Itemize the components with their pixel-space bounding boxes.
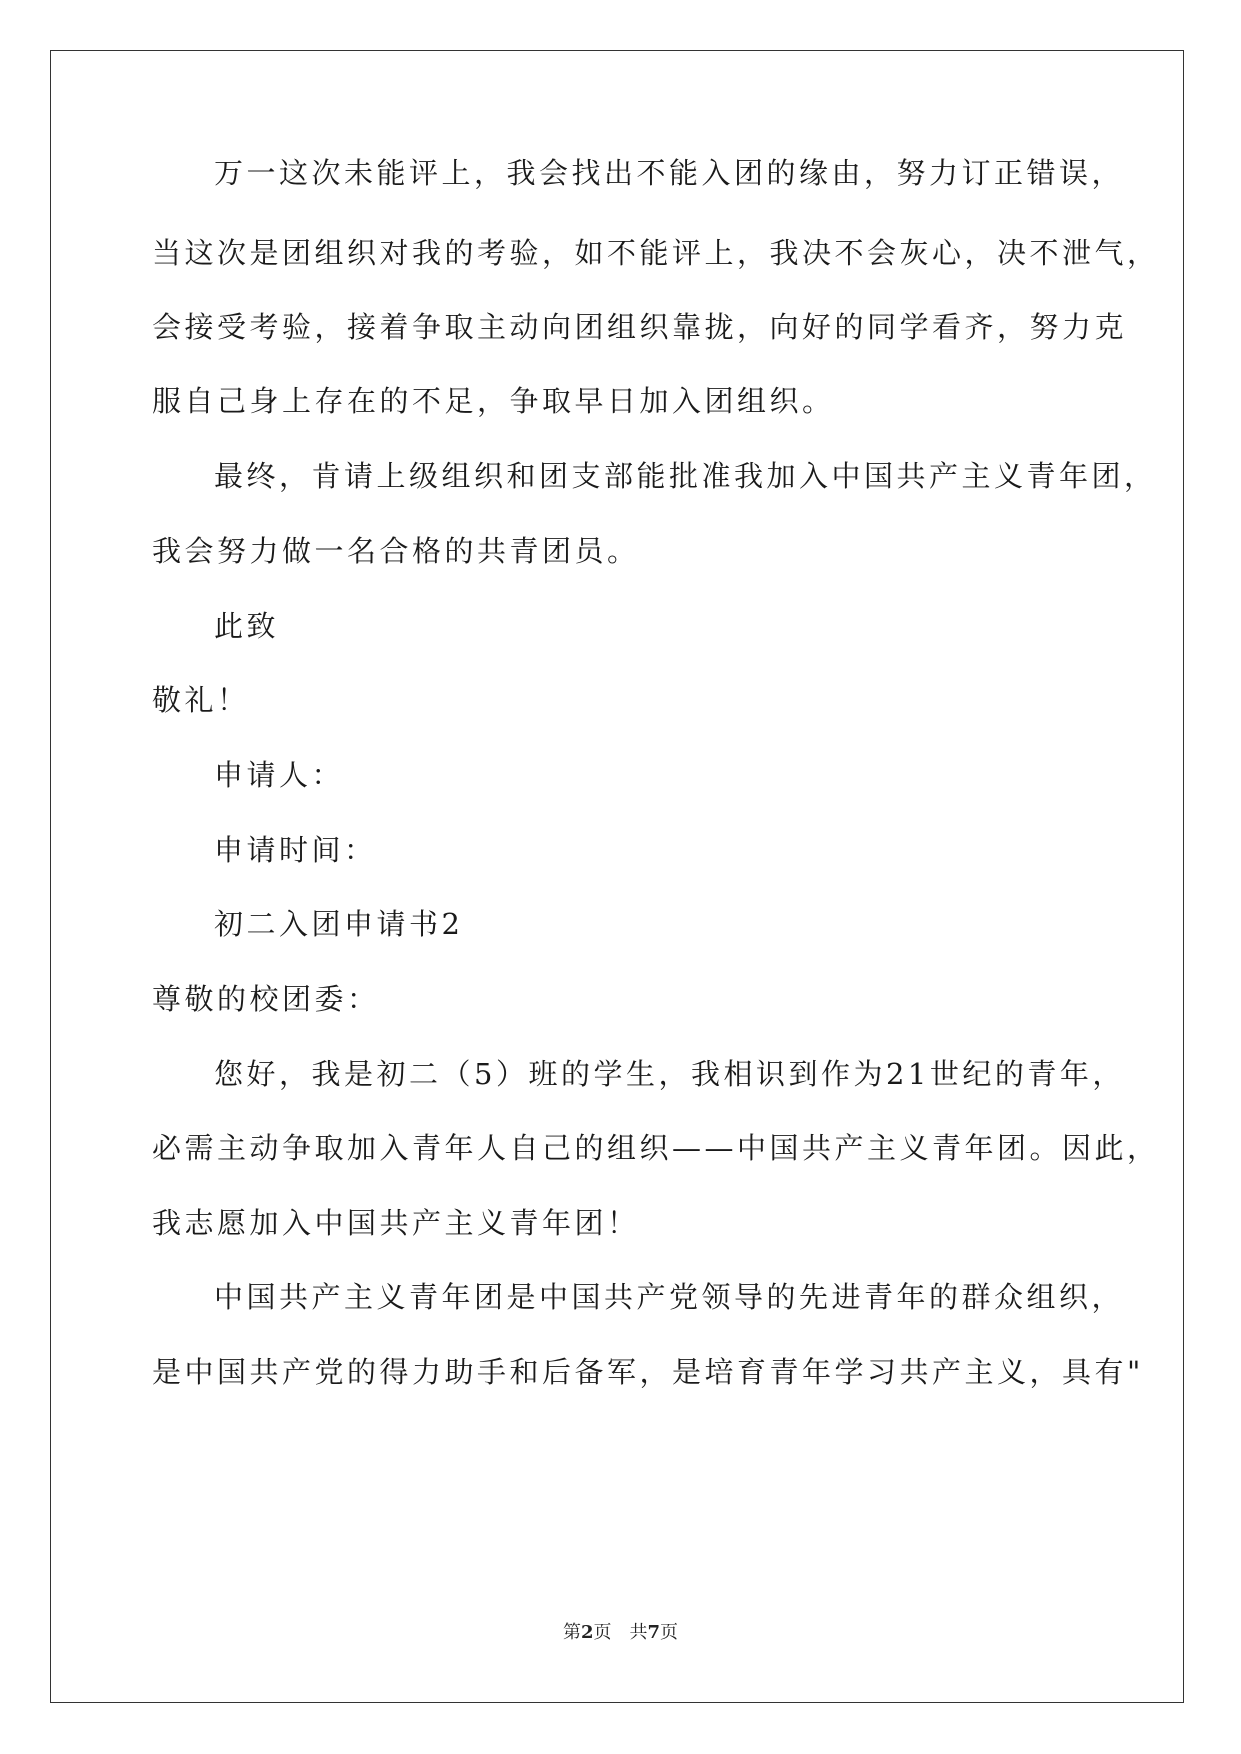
footer-prefix: 第 [562,1622,581,1643]
paragraph-line-7: 您好，我是初二（5）班的学生，我相识到作为21世纪的青年， [214,1057,1125,1091]
footer-total-suffix: 页 [660,1622,679,1643]
section-title: 初二入团申请书2 [214,907,464,941]
paragraph-line-2: 当这次是团组织对我的考验，如不能评上，我决不会灰心，决不泄气， [152,236,1160,270]
closing-ci-zhi: 此致 [214,609,280,643]
page-footer [0,1621,1241,1645]
closing-jing-li: 敬礼！ [152,683,250,717]
footer-page-suffix: 页 [593,1622,612,1643]
footer-total-prefix: 共 [629,1622,648,1643]
current-page-number: 2 [580,1622,594,1643]
salutation: 尊敬的校团委： [152,982,380,1016]
applicant-label: 申请人： [214,758,345,792]
paragraph-line-1: 万一这次未能评上，我会找出不能入团的缘由，努力订正错误， [214,156,1125,190]
paragraph-line-9: 我志愿加入中国共产主义青年团！ [152,1206,640,1240]
paragraph-line-6: 我会努力做一名合格的共青团员。 [152,534,640,568]
page-border [50,50,1184,1703]
total-pages-number: 7 [647,1622,661,1643]
paragraph-line-5: 最终，肯请上级组织和团支部能批准我加入中国共产主义青年团， [214,459,1157,493]
paragraph-line-10: 中国共产主义青年团是中国共产党领导的先进青年的群众组织， [214,1280,1125,1314]
paragraph-line-8: 必需主动争取加入青年人自己的组织——中国共产主义青年团。因此， [152,1131,1160,1165]
paragraph-line-11: 是中国共产党的得力助手和后备军，是培育青年学习共产主义，具有" [152,1355,1144,1389]
application-date-label: 申请时间： [214,833,377,867]
paragraph-line-3: 会接受考验，接着争取主动向团组织靠拢，向好的同学看齐，努力克 [152,310,1128,344]
paragraph-line-4: 服自己身上存在的不足，争取早日加入团组织。 [152,384,835,418]
